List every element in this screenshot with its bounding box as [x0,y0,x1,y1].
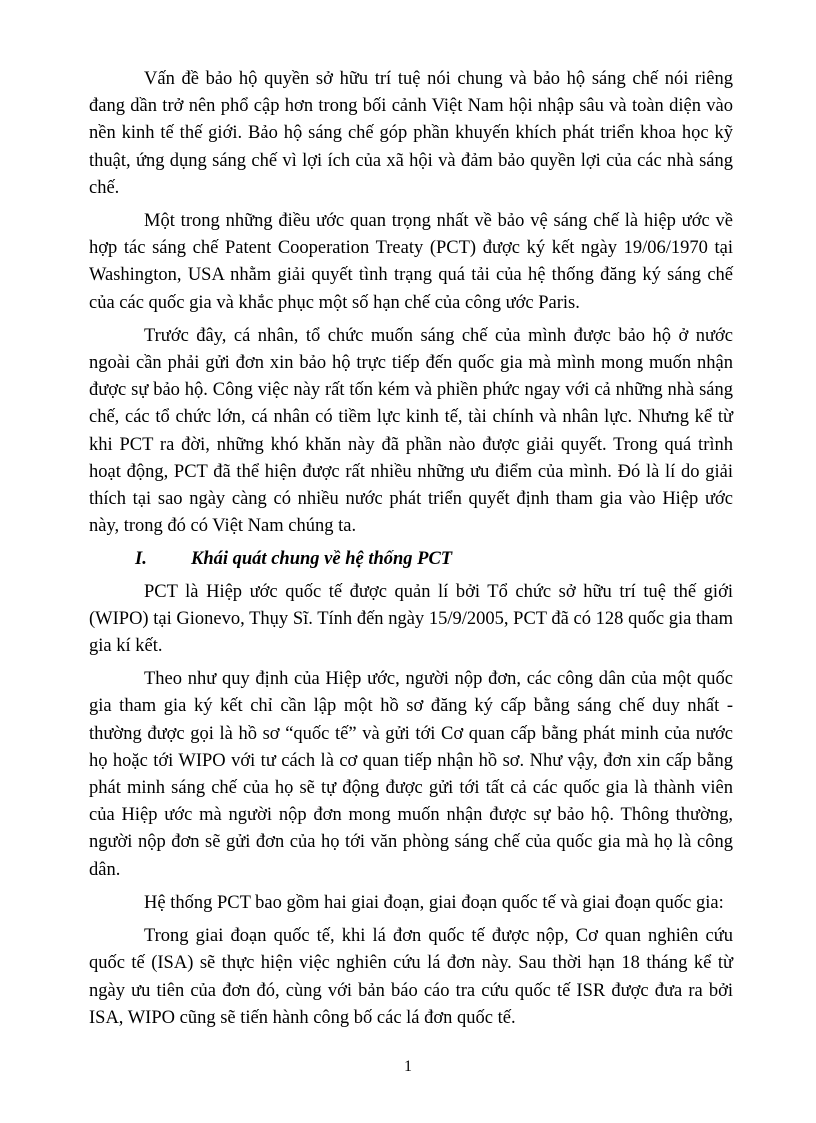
document-page [89,66,733,1038]
paragraph-regulation: Theo như quy định của Hiệp ước, người nộp đơn, các công dân của một quốc gia tham gia ký kết chỉ cần lập một hồ sơ đăng ký cấp bằng sáng chế duy nhất - thường được gọi là hồ sơ “quốc tế” và gửi tới Cơ quan cấp bằng phát minh của nước họ hoặc tới WIPO với tư cách là cơ quan tiếp nhận hồ sơ. Như vậy, đơn xin cấp bằng phát minh sáng chế của họ sẽ tự động được gửi tới tất cả các quốc gia là thành viên của Hiệp ước mà người nộp đơn mong muốn nhận được sự bảo hộ. Thông thường, người nộp đơn sẽ gửi đơn của họ tới văn phòng sáng chế của quốc gia mà họ là công dân. [89,669,733,880]
paragraph-pct-treaty: Một trong những điều ước quan trọng nhất về bảo vệ sáng chế là hiệp ước về hợp tác sáng chế Patent Cooperation Treaty (PCT) được ký kết ngày 19/06/1970 tại Washington, USA nhằm giải quyết tình trạng quá tải của hệ thống đăng ký sáng chế của các quốc gia và khắc phục một số hạn chế của công ước Paris. [89,211,733,313]
section-heading [89,546,733,573]
paragraph-international-phase: Trong giai đoạn quốc tế, khi lá đơn quốc tế được nộp, Cơ quan nghiên cứu quốc tế (ISA) sẽ thực hiện việc nghiên cứu lá đơn này. Sau thời hạn 18 tháng kể từ ngày ưu tiên của đơn đó, cùng với bản báo cáo tra cứu quốc tế ISR được đưa ra bởi ISA, WIPO cũng sẽ tiến hành công bố các lá đơn quốc tế. [89,926,733,1028]
paragraph-intro: Vấn đề bảo hộ quyền sở hữu trí tuệ nói chung và bảo hộ sáng chế nói riêng đang dần trở nên phổ cập hơn trong bối cảnh Việt Nam hội nhập sâu và toàn diện vào nền kinh tế thế giới. Bảo hộ sáng chế góp phần khuyến khích phát triển khoa học kỹ thuật, ứng dụng sáng chế vì lợi ích của xã hội và đảm bảo quyền lợi của các nhà sáng chế. [89,69,733,198]
paragraph-phases: Hệ thống PCT bao gồm hai giai đoạn, giai đoạn quốc tế và giai đoạn quốc gia: [144,892,724,913]
paragraph-history: Trước đây, cá nhân, tổ chức muốn sáng chế của mình được bảo hộ ở nước ngoài cần phải gửi đơn xin bảo hộ trực tiếp đến quốc gia mà mình mong muốn nhận được sự bảo hộ. Công việc này rất tốn kém và phiền phức ngay với cả những nhà sáng chế, các tổ chức lớn, cá nhân có tiềm lực kinh tế, tài chính và nhân lực. Nhưng kể từ khi PCT ra đời, những khó khăn này đã phần nào được giải quyết. Trong quá trình hoạt động, PCT đã thể hiện được rất nhiều những ưu điểm của mình. Đó là lí do giải thích tại sao ngày càng có nhiều nước phát triển quyết định tham gia vào Hiệp ước này, trong đó có Việt Nam chúng ta. [89,325,733,537]
paragraph-pct-definition: PCT là Hiệp ước quốc tế được quản lí bởi Tổ chức sở hữu trí tuệ thế giới (WIPO) tại Gionevo, Thụy Sĩ. Tính đến ngày 15/9/2005, PCT đã có 128 quốc gia tham gia kí kết. [89,581,733,657]
section-title: Khái quát chung về hệ thống PCT [191,549,453,570]
section-number: I. [135,549,147,570]
page-number: 1 [404,1058,412,1075]
